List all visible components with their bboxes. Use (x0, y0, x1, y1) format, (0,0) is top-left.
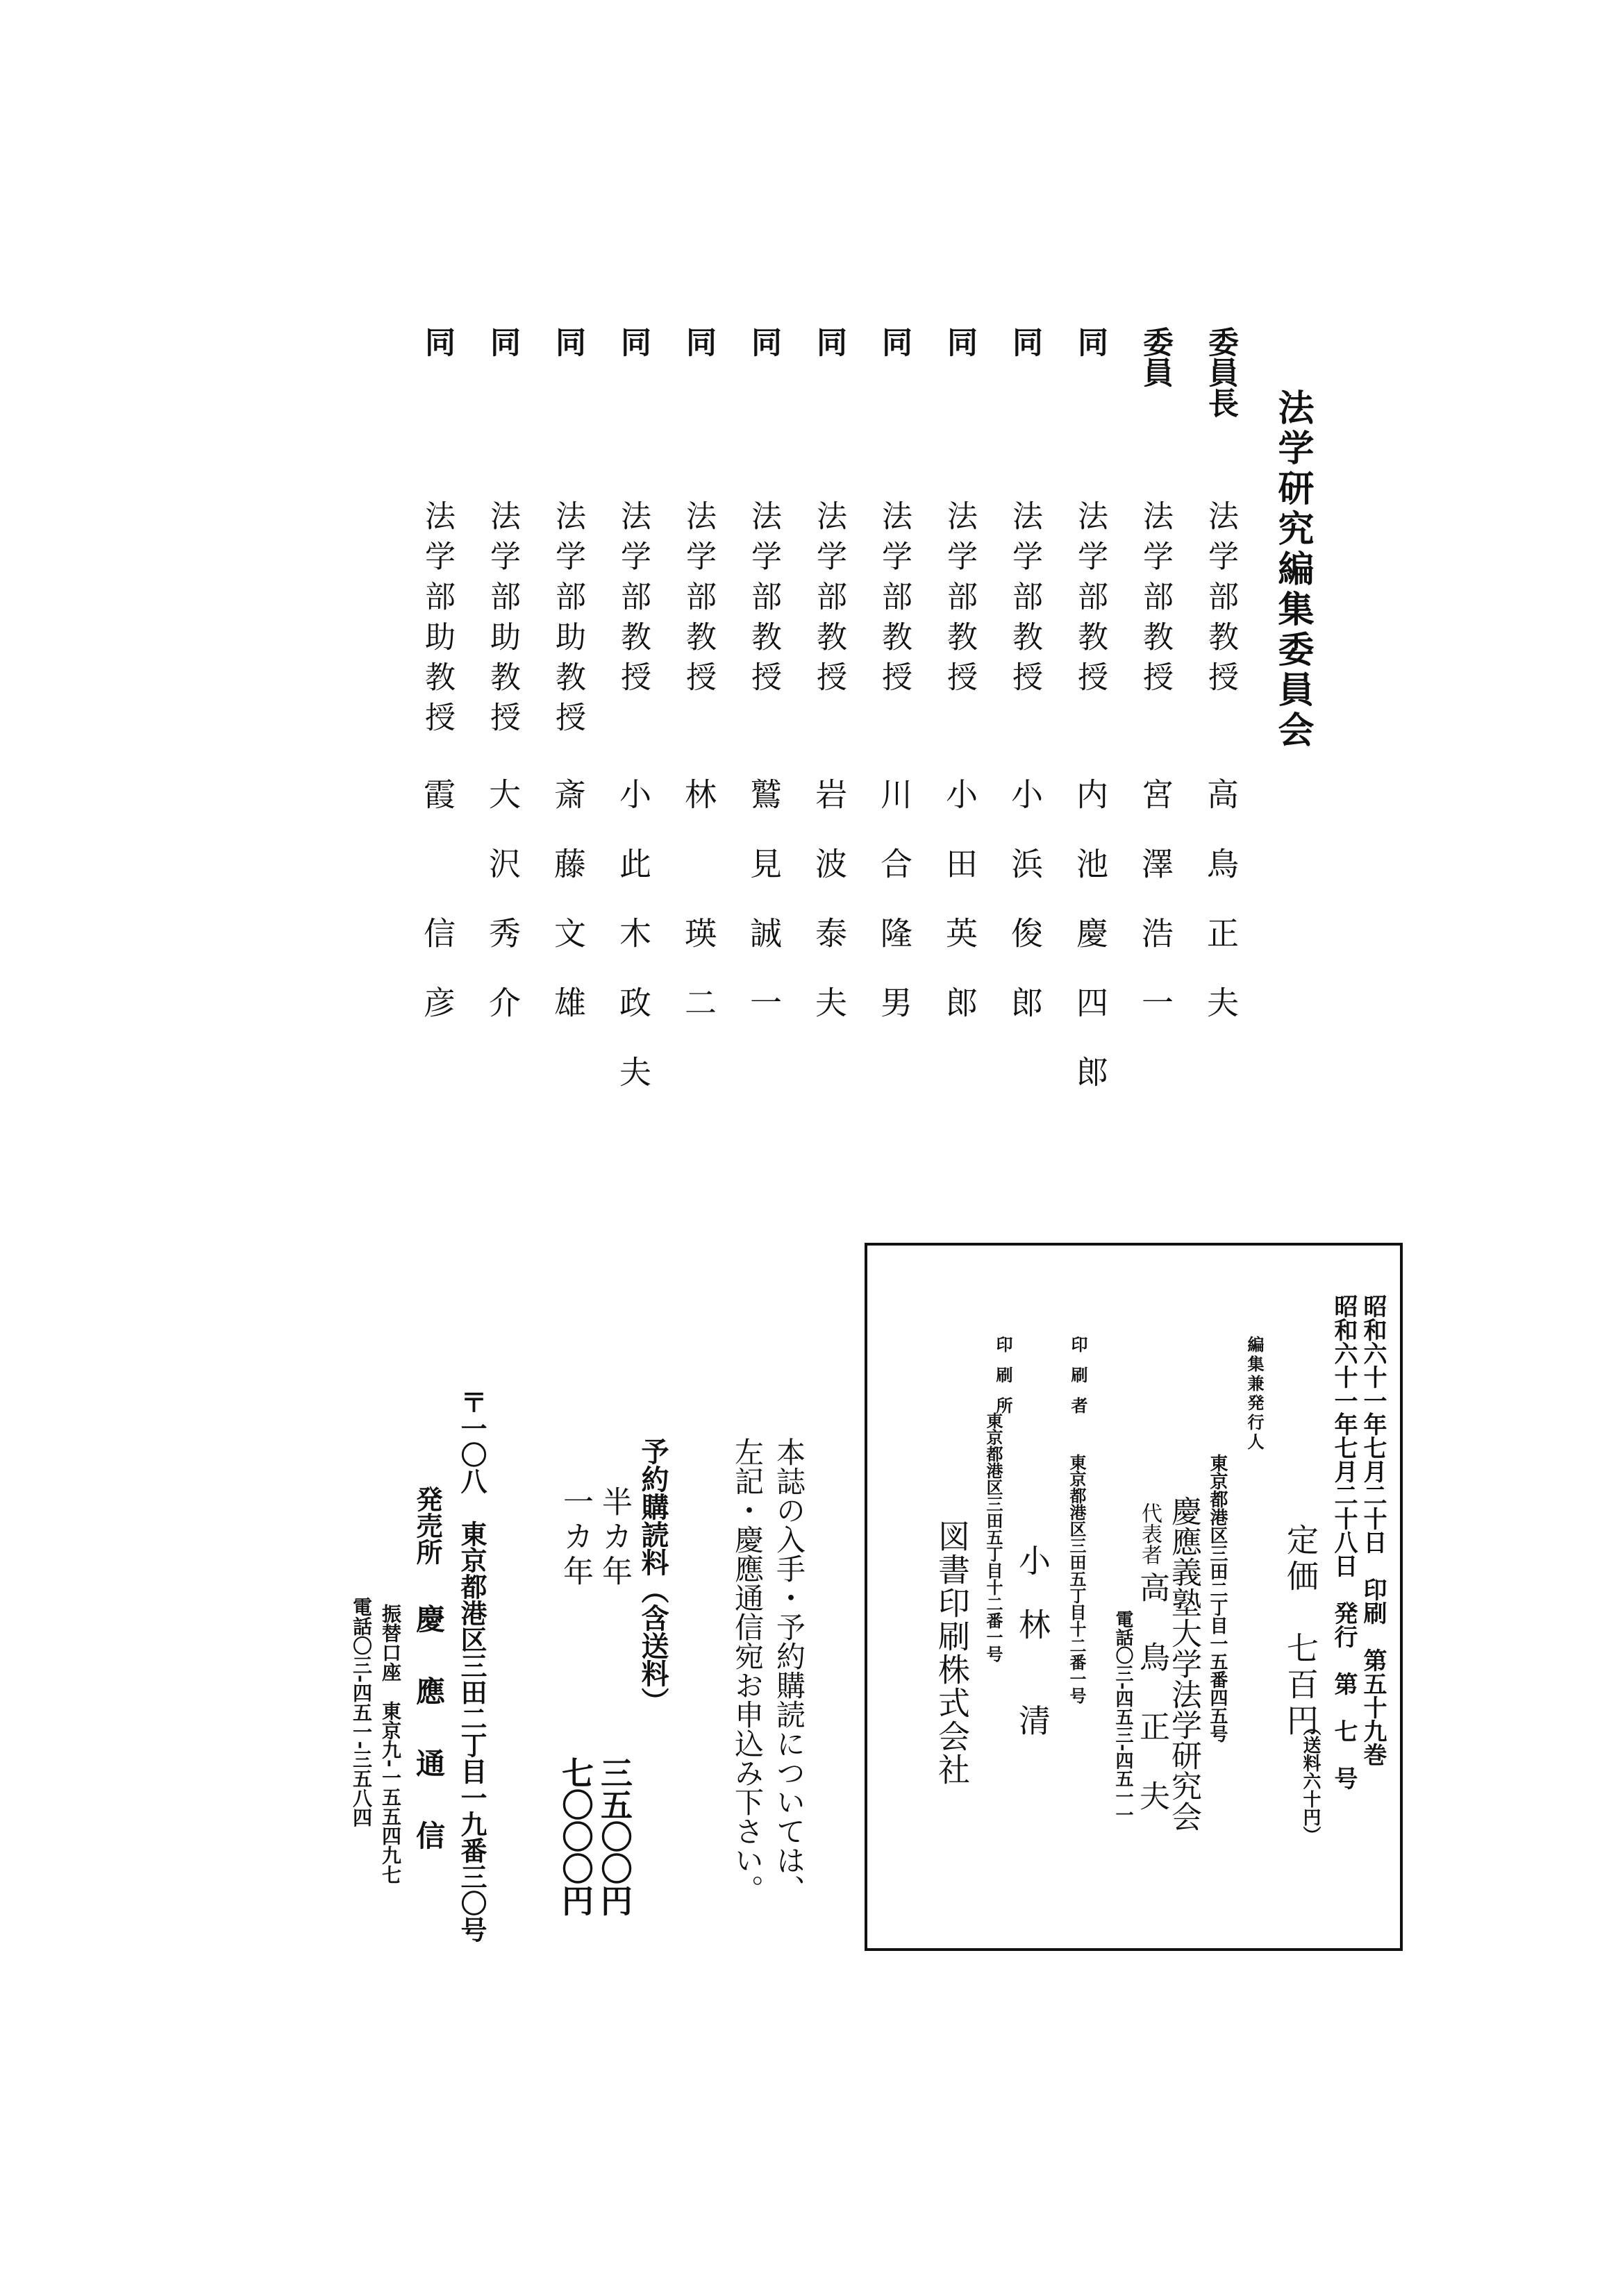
member-name: 川合隆男 (876, 778, 913, 1055)
member-department: 法学部教授 (942, 500, 977, 701)
member-name: 霞 信彦 (419, 778, 456, 1055)
member-role: 同 (1007, 326, 1042, 357)
member-role: 同 (942, 326, 977, 357)
member-name: 内池慶四郎 (1071, 778, 1109, 1125)
member-role: 同 (811, 326, 846, 357)
member-name: 斎藤文雄 (549, 778, 587, 1055)
shipping-note: （送料六十円） (1300, 1718, 1321, 1844)
subscription-heading: 予約購読料（含送料） (637, 1437, 669, 1715)
member-department: 法学部教授 (746, 500, 781, 701)
member-role: 同 (550, 326, 585, 357)
member-department: 法学部教授 (1007, 500, 1042, 701)
member-name: 小田英郎 (941, 778, 978, 1055)
press-label: 印刷所 (993, 1336, 1013, 1427)
press-address: 東京都港区三田五丁目十二番一号 (983, 1412, 1003, 1662)
editor-rep-label: 代表者 (1137, 1502, 1162, 1565)
member-role: 同 (681, 326, 716, 357)
colophon-box (865, 1243, 1403, 1951)
rate-term-half: 半カ年 (597, 1486, 632, 1590)
rate-price-year: 七〇〇〇円 (557, 1757, 594, 1916)
member-name: 鷲見誠一 (745, 778, 783, 1055)
member-role: 同 (615, 326, 651, 357)
member-name: 大沢秀介 (484, 778, 522, 1055)
press-name: 図書印刷株式会社 (933, 1520, 971, 1786)
publisher-name: 慶 應 通 信 (412, 1604, 446, 1857)
member-role: 同 (876, 326, 912, 357)
editor-organization: 慶應義塾大学法学研究会 (1166, 1495, 1201, 1832)
editor-phone: 電話〇三‐四五三‐四五一一 (1112, 1610, 1133, 1824)
member-name: 岩波泰夫 (810, 778, 848, 1055)
member-department: 法学部教授 (1203, 500, 1238, 701)
subscription-notice-line1: 本誌の入手・予約購読については、 (772, 1437, 806, 1904)
printer-name: 小 林 清 (1014, 1544, 1051, 1736)
printer-label: 印刷者 (1068, 1336, 1088, 1427)
rate-term-year: 一カ年 (558, 1486, 593, 1590)
member-department: 法学部教授 (1072, 500, 1108, 701)
committee-title: 法学研究編集委員会 (1271, 389, 1314, 751)
member-department: 法学部教授 (681, 500, 716, 701)
member-name: 高鳥正夫 (1202, 778, 1240, 1055)
subscription-notice-line2: 左記・慶應通信宛お申込み下さい。 (731, 1437, 765, 1904)
member-name: 小浜俊郎 (1006, 778, 1044, 1055)
member-role: 委員長 (1203, 326, 1238, 418)
member-name: 小此木政夫 (615, 778, 652, 1125)
member-name: 林 瑛二 (680, 778, 717, 1055)
member-role: 同 (746, 326, 781, 357)
member-role: 委員 (1137, 326, 1173, 387)
rate-price-half: 三五〇〇円 (596, 1757, 633, 1916)
publisher-address: 〒一〇八 東京都港区三田二丁目一九番三〇号 (456, 1389, 487, 1943)
member-department: 法学部助教授 (419, 500, 455, 741)
member-name: 宮澤浩一 (1137, 778, 1174, 1055)
member-department: 法学部教授 (811, 500, 846, 701)
member-department: 法学部教授 (615, 500, 651, 701)
member-role: 同 (419, 326, 455, 357)
member-department: 法学部助教授 (550, 500, 585, 741)
publisher-phone: 電話〇三‐四五一‐三五八四 (350, 1597, 373, 1827)
member-department: 法学部教授 (1137, 500, 1173, 701)
issue-date: 昭和六十一年七月二十八日 発行 第 七 号 (1330, 1294, 1358, 1790)
editor-rep-name: 高 鳥 正 夫 (1134, 1572, 1169, 1815)
print-date: 昭和六十一年七月二十日 印刷 第五十九巻 (1359, 1294, 1387, 1766)
member-department: 法学部教授 (876, 500, 912, 701)
member-role: 同 (1072, 326, 1108, 357)
publisher-label: 発売所 (412, 1486, 443, 1565)
editor-address: 東京都港区三田二丁目一五番四五号 (1207, 1454, 1228, 1743)
member-department: 法学部助教授 (485, 500, 520, 741)
member-role: 同 (485, 326, 520, 357)
printer-address: 東京都港区三田五丁目十二番一号 (1067, 1454, 1087, 1704)
editor-label: 編集兼発行人 (1244, 1336, 1265, 1452)
price: 定価 七百円 (1282, 1523, 1319, 1740)
publisher-transfer: 振替口座 東京九‐一五五四九七 (379, 1604, 402, 1884)
